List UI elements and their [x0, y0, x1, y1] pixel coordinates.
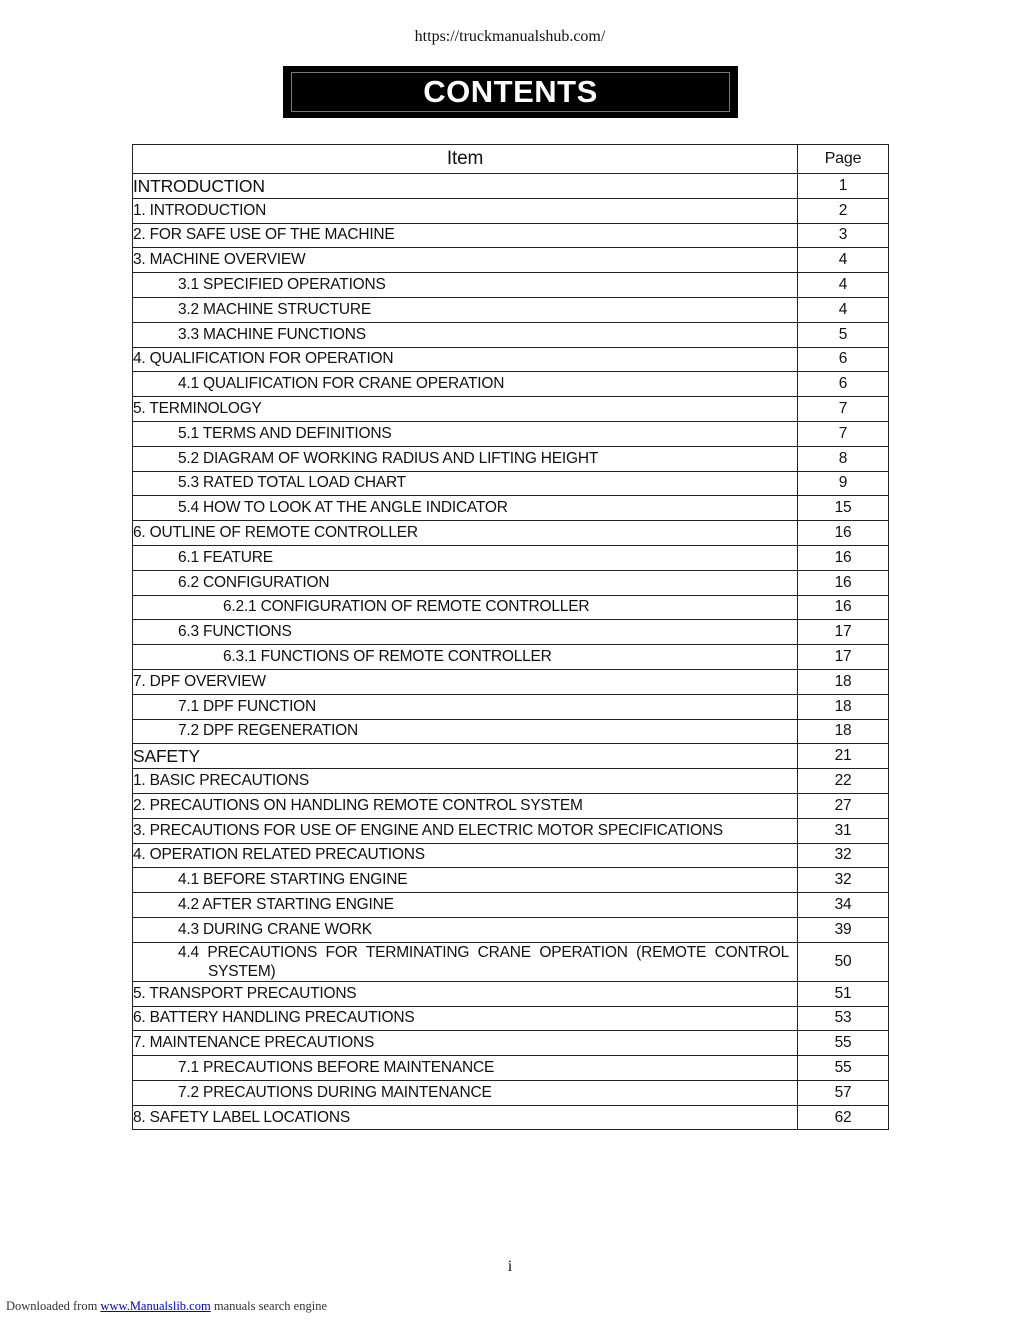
toc-page-number: 17	[798, 620, 889, 645]
table-row	[133, 1006, 889, 1031]
table-row	[133, 347, 889, 372]
table-row	[133, 198, 889, 223]
toc-item[interactable]: 7.1 DPF FUNCTION	[133, 694, 798, 719]
toc-page-number: 18	[798, 669, 889, 694]
table-row	[133, 868, 889, 893]
toc-item[interactable]: 1. INTRODUCTION	[133, 198, 798, 223]
toc-item[interactable]: 4.1 BEFORE STARTING ENGINE	[133, 868, 798, 893]
table-row	[133, 981, 889, 1006]
toc-item[interactable]: 3. MACHINE OVERVIEW	[133, 248, 798, 273]
toc-page-number: 17	[798, 645, 889, 670]
table-row	[133, 694, 889, 719]
toc-item[interactable]: 5.2 DIAGRAM OF WORKING RADIUS AND LIFTING HEIGHT	[133, 446, 798, 471]
toc-page-number: 62	[798, 1105, 889, 1130]
toc-item[interactable]: 5.3 RATED TOTAL LOAD CHART	[133, 471, 798, 496]
toc-item[interactable]: 3.2 MACHINE STRUCTURE	[133, 297, 798, 322]
toc-page-number: 1	[798, 174, 889, 199]
toc-item[interactable]: 5.1 TERMS AND DEFINITIONS	[133, 421, 798, 446]
toc-item[interactable]: 6.3.1 FUNCTIONS OF REMOTE CONTROLLER	[133, 645, 798, 670]
toc-page-number: 3	[798, 223, 889, 248]
toc-page-number: 34	[798, 893, 889, 918]
table-row	[133, 248, 889, 273]
toc-page-number: 9	[798, 471, 889, 496]
toc-item[interactable]: 4.1 QUALIFICATION FOR CRANE OPERATION	[133, 372, 798, 397]
toc-item[interactable]: SAFETY	[133, 744, 798, 769]
toc-page-number: 18	[798, 719, 889, 744]
page-number: i	[507, 1258, 513, 1275]
toc-item[interactable]: 7. DPF OVERVIEW	[133, 669, 798, 694]
footer-prefix: Downloaded from	[6, 1299, 98, 1313]
toc-item[interactable]: 6.2.1 CONFIGURATION OF REMOTE CONTROLLER	[133, 595, 798, 620]
table-row	[133, 174, 889, 199]
table-row	[133, 719, 889, 744]
toc-item[interactable]: 6.3 FUNCTIONS	[133, 620, 798, 645]
toc-page-number: 32	[798, 868, 889, 893]
toc-item-text: 4.4 PRECAUTIONS FOR TERMINATING CRANE OPERATION (REMOTE CONTROL	[178, 943, 789, 961]
toc-item[interactable]: 6. OUTLINE OF REMOTE CONTROLLER	[133, 521, 798, 546]
toc-page-number: 4	[798, 297, 889, 322]
table-row	[133, 322, 889, 347]
table-row	[133, 521, 889, 546]
toc-page-number: 16	[798, 570, 889, 595]
toc-item[interactable]: 5.4 HOW TO LOOK AT THE ANGLE INDICATOR	[133, 496, 798, 521]
table-row	[133, 273, 889, 298]
toc-page-number: 55	[798, 1056, 889, 1081]
toc-item[interactable]: 8. SAFETY LABEL LOCATIONS	[133, 1105, 798, 1130]
toc-item[interactable]: 5. TERMINOLOGY	[133, 397, 798, 422]
toc-item[interactable]: INTRODUCTION	[133, 174, 798, 199]
toc-item[interactable]: 4. OPERATION RELATED PRECAUTIONS	[133, 843, 798, 868]
table-row	[133, 421, 889, 446]
toc-item-text-continued: SYSTEM)	[208, 962, 276, 980]
table-row	[133, 843, 889, 868]
table-row	[133, 744, 889, 769]
table-row	[133, 893, 889, 918]
table-row	[133, 545, 889, 570]
toc-item[interactable]	[133, 942, 798, 981]
toc-page-number: 15	[798, 496, 889, 521]
toc-item[interactable]: 5. TRANSPORT PRECAUTIONS	[133, 981, 798, 1006]
toc-page-number: 57	[798, 1080, 889, 1105]
table-row	[133, 793, 889, 818]
toc-page-number: 4	[798, 273, 889, 298]
table-row	[133, 645, 889, 670]
page-column-header: Page	[798, 145, 889, 174]
toc-item[interactable]: 3.3 MACHINE FUNCTIONS	[133, 322, 798, 347]
toc-page-number: 50	[798, 942, 889, 981]
download-footer	[6, 1299, 327, 1314]
toc-page-number: 21	[798, 744, 889, 769]
table-row	[133, 769, 889, 794]
toc-item[interactable]: 4.3 DURING CRANE WORK	[133, 917, 798, 942]
toc-page-number: 2	[798, 198, 889, 223]
table-row	[133, 818, 889, 843]
table-row	[133, 223, 889, 248]
toc-item[interactable]: 2. PRECAUTIONS ON HANDLING REMOTE CONTROL SYSTEM	[133, 793, 798, 818]
toc-page-number: 32	[798, 843, 889, 868]
table-row	[133, 297, 889, 322]
toc-page-number: 16	[798, 545, 889, 570]
table-row	[133, 471, 889, 496]
toc-item[interactable]: 7.1 PRECAUTIONS BEFORE MAINTENANCE	[133, 1056, 798, 1081]
table-row	[133, 446, 889, 471]
toc-item[interactable]: 6.2 CONFIGURATION	[133, 570, 798, 595]
toc-item[interactable]: 7. MAINTENANCE PRECAUTIONS	[133, 1031, 798, 1056]
toc-item[interactable]: 3.1 SPECIFIED OPERATIONS	[133, 273, 798, 298]
table-row	[133, 1105, 889, 1130]
toc-page-number: 4	[798, 248, 889, 273]
toc-page-number: 27	[798, 793, 889, 818]
table-row	[133, 1031, 889, 1056]
table-row	[133, 595, 889, 620]
toc-page-number: 39	[798, 917, 889, 942]
toc-item[interactable]: 3. PRECAUTIONS FOR USE OF ENGINE AND ELECTRIC MOTOR SPECIFICATIONS	[133, 818, 798, 843]
toc-item[interactable]: 7.2 PRECAUTIONS DURING MAINTENANCE	[133, 1080, 798, 1105]
table-row	[133, 669, 889, 694]
toc-page-number: 16	[798, 595, 889, 620]
toc-page-number: 6	[798, 347, 889, 372]
toc-item[interactable]: 4.2 AFTER STARTING ENGINE	[133, 893, 798, 918]
table-row	[133, 1056, 889, 1081]
toc-item[interactable]: 6. BATTERY HANDLING PRECAUTIONS	[133, 1006, 798, 1031]
toc-item[interactable]: 2. FOR SAFE USE OF THE MACHINE	[133, 223, 798, 248]
toc-page-number: 5	[798, 322, 889, 347]
contents-table-body	[133, 174, 889, 1130]
toc-item[interactable]: 4. QUALIFICATION FOR OPERATION	[133, 347, 798, 372]
table-row	[133, 1080, 889, 1105]
toc-page-number: 53	[798, 1006, 889, 1031]
toc-item[interactable]: 6.1 FEATURE	[133, 545, 798, 570]
table-row	[133, 917, 889, 942]
toc-page-number: 51	[798, 981, 889, 1006]
table-row	[133, 620, 889, 645]
table-row	[133, 397, 889, 422]
toc-page-number: 7	[798, 421, 889, 446]
item-column-header: Item	[133, 145, 798, 174]
table-header-row	[133, 145, 889, 174]
toc-page-number: 6	[798, 372, 889, 397]
toc-page-number: 31	[798, 818, 889, 843]
toc-page-number: 55	[798, 1031, 889, 1056]
toc-page-number: 7	[798, 397, 889, 422]
table-row	[133, 496, 889, 521]
table-row	[133, 372, 889, 397]
toc-page-number: 22	[798, 769, 889, 794]
footer-suffix: manuals search engine	[213, 1299, 327, 1313]
toc-page-number: 18	[798, 694, 889, 719]
contents-table	[132, 144, 889, 1130]
source-url: https://truckmanualshub.com/	[414, 28, 606, 45]
manualslib-link[interactable]: www.Manualslib.com	[100, 1299, 211, 1313]
toc-page-number: 16	[798, 521, 889, 546]
table-row	[133, 942, 889, 981]
toc-item[interactable]: 1. BASIC PRECAUTIONS	[133, 769, 798, 794]
toc-page-number: 8	[798, 446, 889, 471]
page-title: CONTENTS	[423, 74, 598, 109]
toc-item[interactable]: 7.2 DPF REGENERATION	[133, 719, 798, 744]
table-row	[133, 570, 889, 595]
contents-title-box	[283, 66, 738, 118]
